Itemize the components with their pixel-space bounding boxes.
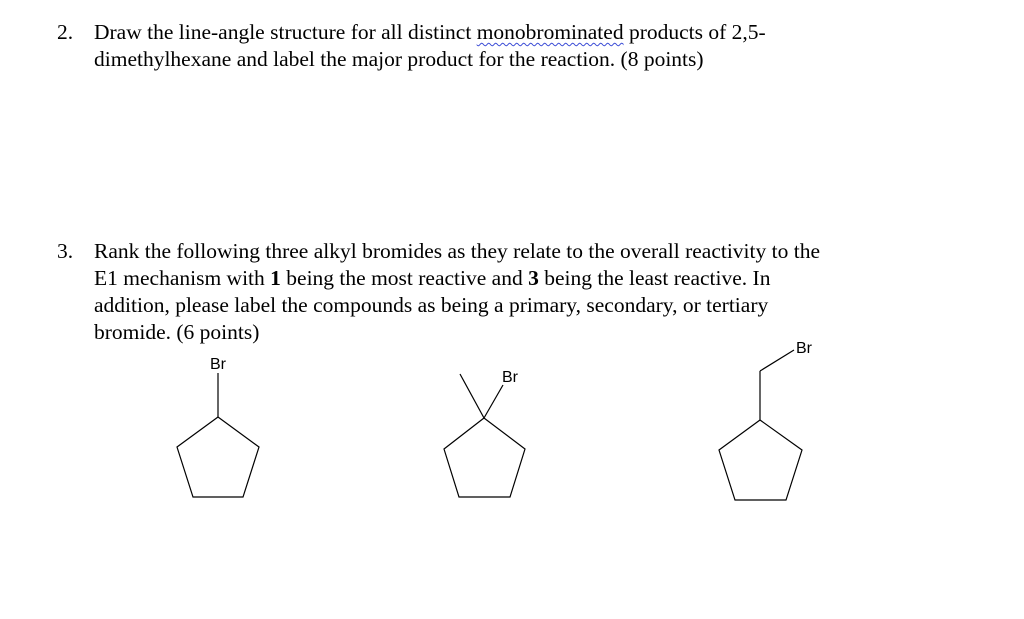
br-label-2: Br bbox=[502, 369, 518, 386]
cyclopentane-ring bbox=[177, 417, 259, 497]
spellcheck-flagged-word[interactable]: monobrominated bbox=[476, 20, 624, 44]
question-2-number: 2. bbox=[57, 20, 74, 44]
question-3-line-4: bromide. (6 points) bbox=[94, 320, 260, 344]
structure-bromomethylcyclopentane bbox=[719, 350, 802, 500]
rank-3-bold: 3 bbox=[528, 266, 539, 290]
c-br-bond bbox=[484, 385, 503, 418]
structure-1-bromo-1-methylcyclopentane bbox=[444, 374, 525, 497]
question-3-line-2: E1 mechanism with 1 being the most reactive and 3 being the least reactive. In bbox=[94, 266, 771, 290]
ch2-br-bond bbox=[760, 350, 794, 371]
question-2-line-1: Draw the line-angle structure for all distinct monobrominated products of 2,5- bbox=[94, 20, 766, 44]
cyclopentane-ring bbox=[719, 420, 802, 500]
question-3-line-1: Rank the following three alkyl bromides as they relate to the overall reactivity to the bbox=[94, 239, 820, 263]
question-3-line-3: addition, please label the compounds as being a primary, secondary, or tertiary bbox=[94, 293, 769, 317]
question-2-line-2: dimethylhexane and label the major product for the reaction. (8 points) bbox=[94, 47, 704, 71]
br-label-3: Br bbox=[796, 340, 812, 357]
br-label-1: Br bbox=[210, 356, 226, 373]
structure-bromocyclopentane bbox=[177, 373, 259, 497]
question-3-number: 3. bbox=[57, 239, 74, 263]
cyclopentane-ring bbox=[444, 418, 525, 497]
rank-1-bold: 1 bbox=[270, 266, 281, 290]
methyl-bond bbox=[460, 374, 484, 418]
